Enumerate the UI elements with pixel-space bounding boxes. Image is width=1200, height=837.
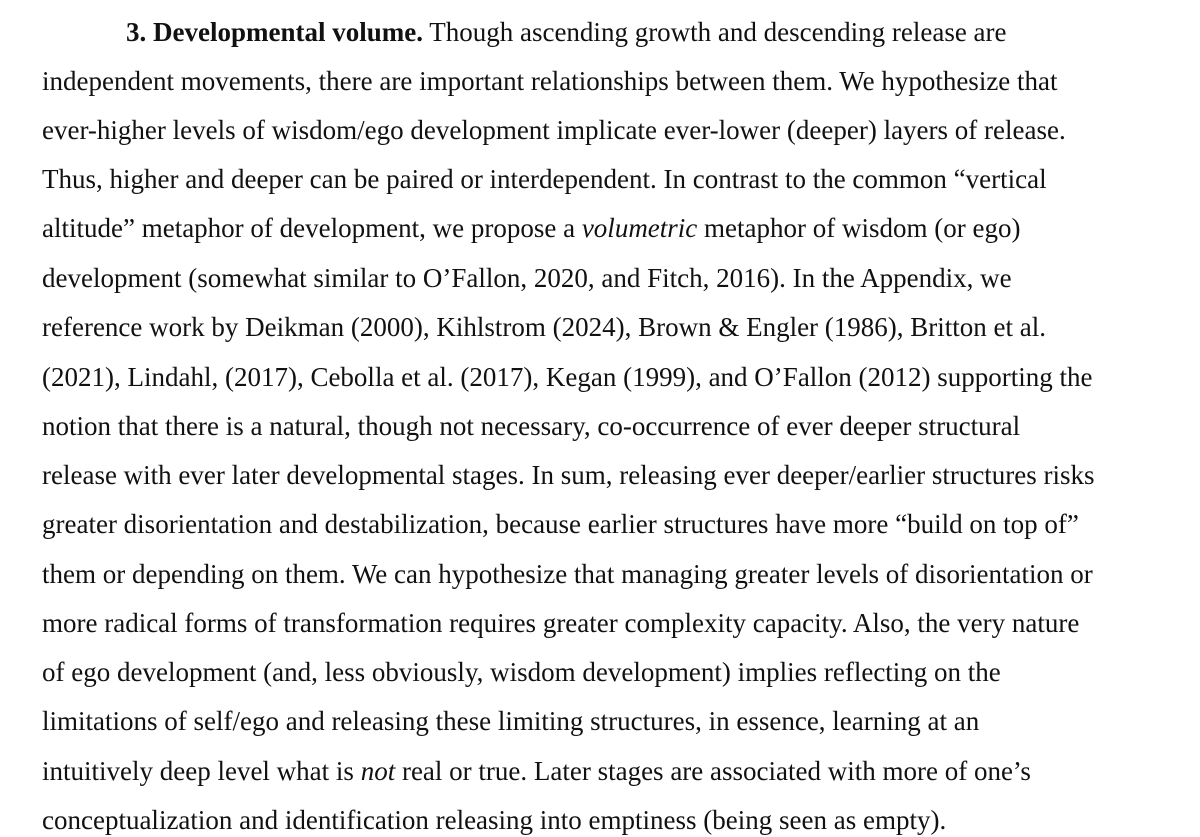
line-5-text-b: metaphor of wisdom (or ego) — [704, 213, 1021, 243]
text-line-13: more radical forms of transformation requires greater complexity capacity. Also, the very nature — [42, 608, 1080, 638]
text-line-4: Thus, higher and deeper can be paired or interdependent. In contrast to the common “vertical — [42, 164, 1047, 194]
text-line-14: of ego development (and, less obviously, wisdom development) implies reflecting on the — [42, 657, 1001, 687]
text-line-16 — [42, 756, 1031, 786]
text-line-5 — [42, 213, 1020, 243]
text-line-11: greater disorientation and destabilization, because earlier structures have more “build on top of” — [42, 509, 1079, 539]
line-5-text-a: altitude” metaphor of development, we propose a — [42, 213, 576, 243]
text-line-3: ever-higher levels of wisdom/ego development implicate ever-lower (deeper) layers of release. — [42, 115, 1066, 145]
section-heading: 3. Developmental volume. — [126, 17, 423, 47]
text-line-6: development (somewhat similar to O’Fallon, 2020, and Fitch, 2016). In the Appendix, we — [42, 263, 1012, 293]
text-line-7: reference work by Deikman (2000), Kihlstrom (2024), Brown & Engler (1986), Britton et al. — [42, 312, 1046, 342]
emphasis-volumetric: volumetric — [581, 213, 698, 243]
text-line-12: them or depending on them. We can hypothesize that managing greater levels of disorientation or — [42, 559, 1093, 589]
text-line-10: release with ever later developmental stages. In sum, releasing ever deeper/earlier structures risks — [42, 460, 1095, 490]
line-16-text-b: real or true. Later stages are associated with more of one’s — [401, 756, 1031, 786]
line-16-text-a: intuitively deep level what is — [42, 756, 354, 786]
text-line-17: conceptualization and identification releasing into emptiness (being seen as empty). — [42, 805, 947, 835]
text-line-8: (2021), Lindahl, (2017), Cebolla et al. (2017), Kegan (1999), and O’Fallon (2012) supporting the — [42, 362, 1093, 392]
text-line-15: limitations of self/ego and releasing these limiting structures, in essence, learning at an — [42, 706, 980, 736]
text-line-1 — [126, 17, 1007, 47]
emphasis-not: not — [360, 756, 396, 786]
text-line-9: notion that there is a natural, though not necessary, co-occurrence of ever deeper structural — [42, 411, 1021, 441]
text-line-2: independent movements, there are important relationships between them. We hypothesize that — [42, 66, 1058, 96]
line-1-text: Though ascending growth and descending release are — [429, 17, 1007, 47]
